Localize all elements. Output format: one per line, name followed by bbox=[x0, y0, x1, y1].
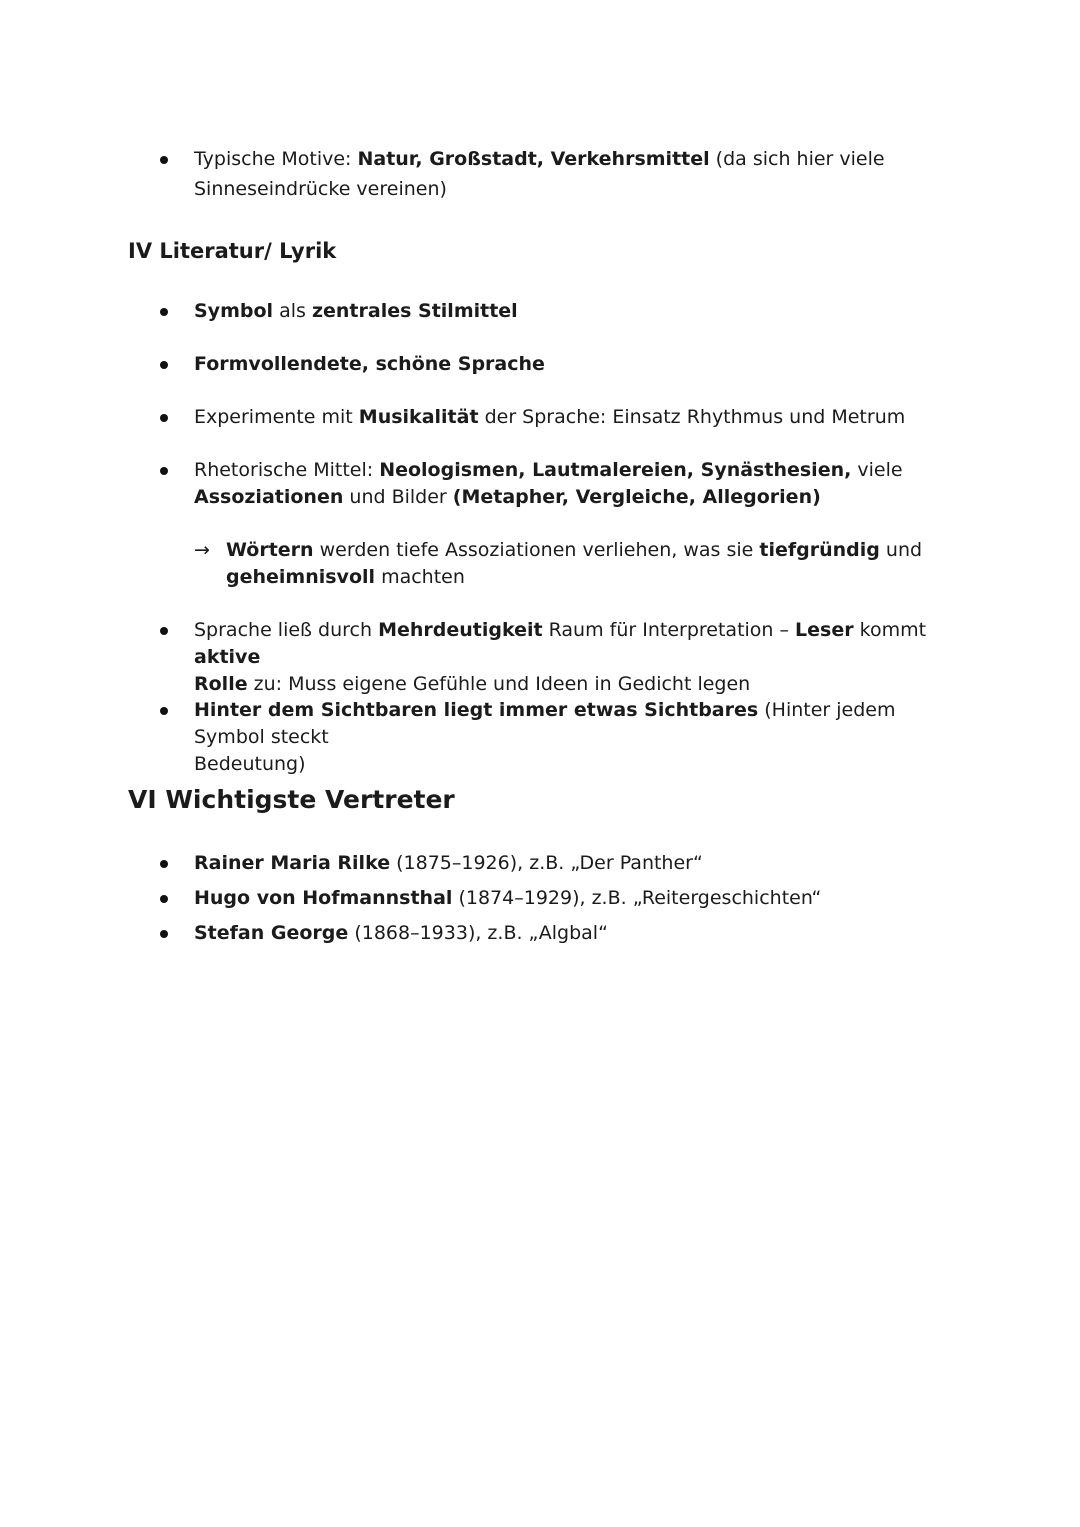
text: Sprache ließ durch bbox=[194, 619, 379, 641]
bold-text: Rolle bbox=[194, 673, 248, 695]
text: viele bbox=[851, 459, 903, 481]
text: (1868–1933), z.B. „Algbal“ bbox=[348, 922, 608, 944]
text: Bedeutung) bbox=[194, 753, 306, 775]
bold-text: Wörtern bbox=[226, 539, 314, 561]
list-item-vertreter bbox=[194, 920, 954, 947]
bold-text: Leser bbox=[795, 619, 854, 641]
bullet-icon bbox=[160, 414, 168, 422]
list-item-mehrdeutigkeit bbox=[194, 617, 954, 698]
section-heading-lyrik: IV Literatur/ Lyrik bbox=[128, 239, 337, 263]
bold-text: Hinter dem Sichtbaren liegt immer etwas Sichtbares bbox=[194, 699, 759, 721]
list-item-vertreter bbox=[194, 850, 954, 877]
arrow-right-icon: → bbox=[194, 539, 210, 561]
text: als bbox=[273, 300, 312, 322]
text: kommt bbox=[853, 619, 927, 641]
bold-text: aktive bbox=[194, 646, 261, 668]
bold-text: Musikalität bbox=[358, 406, 479, 428]
bullet-icon bbox=[160, 308, 168, 316]
text: Sinneseindrücke vereinen) bbox=[194, 178, 447, 200]
list-item-sichtbares bbox=[194, 697, 954, 778]
text: werden tiefe Assoziationen verliehen, was sie bbox=[313, 539, 760, 561]
arrow-note bbox=[226, 537, 946, 591]
list-item-rhetorische-mittel bbox=[194, 457, 954, 511]
list-item-musikalitaet bbox=[194, 404, 954, 431]
bullet-icon bbox=[160, 707, 168, 715]
bold-text: Assoziationen bbox=[194, 486, 344, 508]
bold-text: zentrales Stilmittel bbox=[311, 300, 518, 322]
text: (1875–1926), z.B. „Der Panther“ bbox=[390, 852, 703, 874]
bullet-icon bbox=[160, 627, 168, 635]
list-item-sprache bbox=[194, 351, 954, 378]
text: Typische Motive: bbox=[194, 148, 358, 170]
bold-text: Rainer Maria Rilke bbox=[194, 852, 391, 874]
bullet-icon bbox=[160, 860, 168, 868]
list-item-vertreter bbox=[194, 885, 954, 912]
bullet-icon bbox=[160, 156, 168, 164]
bold-text: Neologismen, Lautmalereien, Synästhesien, bbox=[379, 459, 852, 481]
bold-text: (Metapher, Vergleiche, Allegorien) bbox=[452, 486, 821, 508]
bold-text: Mehrdeutigkeit bbox=[378, 619, 543, 641]
list-item-symbol bbox=[194, 298, 954, 325]
bullet-icon bbox=[160, 930, 168, 938]
text: der Sprache: Einsatz Rhythmus und Metrum bbox=[478, 406, 906, 428]
text: (Hinter jedem Symbol steckt bbox=[194, 699, 896, 748]
text: (1874–1929), z.B. „Reitergeschichten“ bbox=[452, 887, 822, 909]
text: Experimente mit bbox=[194, 406, 359, 428]
bold-text: tiefgründig bbox=[759, 539, 880, 561]
section-heading-vertreter: VI Wichtigste Vertreter bbox=[128, 785, 455, 814]
text: und bbox=[879, 539, 923, 561]
text: Raum für Interpretation – bbox=[542, 619, 796, 641]
bullet-icon bbox=[160, 361, 168, 369]
text: machten bbox=[375, 566, 465, 588]
bold-text: Formvollendete, schöne Sprache bbox=[194, 353, 545, 375]
bullet-icon bbox=[160, 895, 168, 903]
bold-text: Hugo von Hofmannsthal bbox=[194, 887, 453, 909]
bold-text: Stefan George bbox=[194, 922, 349, 944]
bold-text: geheimnisvoll bbox=[226, 566, 376, 588]
bold-text: Symbol bbox=[194, 300, 274, 322]
text: (da sich hier viele bbox=[709, 148, 885, 170]
text: und Bilder bbox=[343, 486, 453, 508]
text: zu: Muss eigene Gefühle und Ideen in Gedicht legen bbox=[247, 673, 751, 695]
text: Rhetorische Mittel: bbox=[194, 459, 380, 481]
bullet-icon bbox=[160, 467, 168, 475]
list-item-motive bbox=[194, 146, 954, 203]
bold-text: Natur, Großstadt, Verkehrsmittel bbox=[357, 148, 710, 170]
